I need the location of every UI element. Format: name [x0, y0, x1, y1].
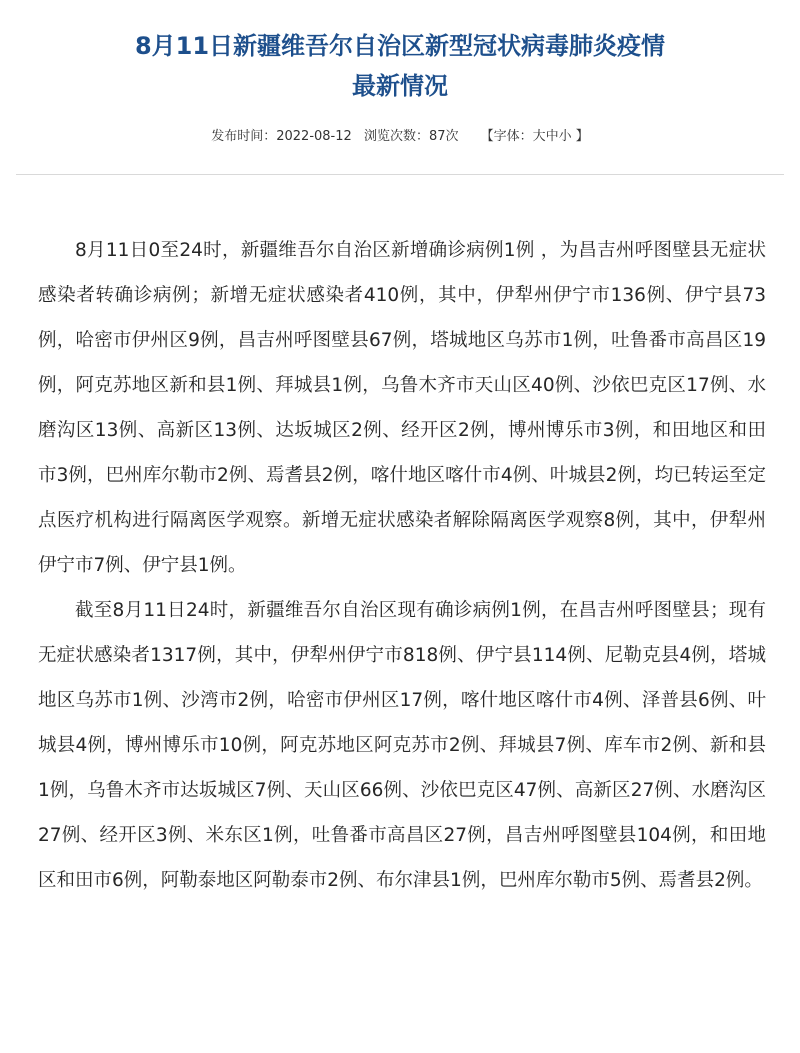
view-count: 浏览次数：87次 — [363, 129, 459, 144]
font-size-selector[interactable]: 【字体：大中小 】 — [480, 129, 589, 144]
publish-time: 发布时间：2022-08-12 — [211, 129, 352, 144]
article-body — [38, 228, 766, 903]
article-title-line-1: 8月11日新疆维吾尔自治区新型冠状病毒肺炎疫情 — [134, 32, 666, 60]
article-title — [0, 26, 800, 106]
article-paragraph-2: 截至8月11日24时，新疆维吾尔自治区现有确诊病例1例，在昌吉州呼图壁县；现有无症状感染者1317例，其中，伊犁州伊宁市818例、伊宁县114例、尼勒克县4例，塔城地区乌苏市1例、沙湾市2例，哈密市伊州区17例，喀什地区喀什市4例、泽普县6例、叶城县4例，博州博乐市10例，阿克苏地区阿克苏市2例、拜城县7例、库车市2例、新和县1例，乌鲁木齐市达坂城区7例、天山区66例、沙依巴克区47例、高新区27例、水磨沟区27例、经开区3例、米东区1例，吐鲁番市高昌区27例，昌吉州呼图壁县104例，和田地区和田市6例，阿勒泰地区阿勒泰市2例、布尔津县1例，巴州库尔勒市5例、焉耆县2例。 — [38, 600, 766, 891]
article-title-line-2: 最新情况 — [352, 72, 448, 100]
header-divider — [16, 174, 784, 175]
article-meta — [0, 126, 800, 148]
article-paragraph-1: 8月11日0至24时，新疆维吾尔自治区新增确诊病例1例 ，为昌吉州呼图壁县无症状感染者转确诊病例；新增无症状感染者410例，其中，伊犁州伊宁市136例、伊宁县73例，哈密市伊州区9例，昌吉州呼图壁县67例，塔城地区乌苏市1例，吐鲁番市高昌区19例，阿克苏地区新和县1例、拜城县1例，乌鲁木齐市天山区40例、沙依巴克区17例、水磨沟区13例、高新区13例、达坂城区2例、经开区2例，博州博乐市3例，和田地区和田市3例，巴州库尔勒市2例、焉耆县2例，喀什地区喀什市4例、叶城县2例，均已转运至定点医疗机构进行隔离医学观察。新增无症状感染者解除隔离医学观察8例，其中，伊犁州伊宁市7例、伊宁县1例。 — [38, 240, 766, 576]
